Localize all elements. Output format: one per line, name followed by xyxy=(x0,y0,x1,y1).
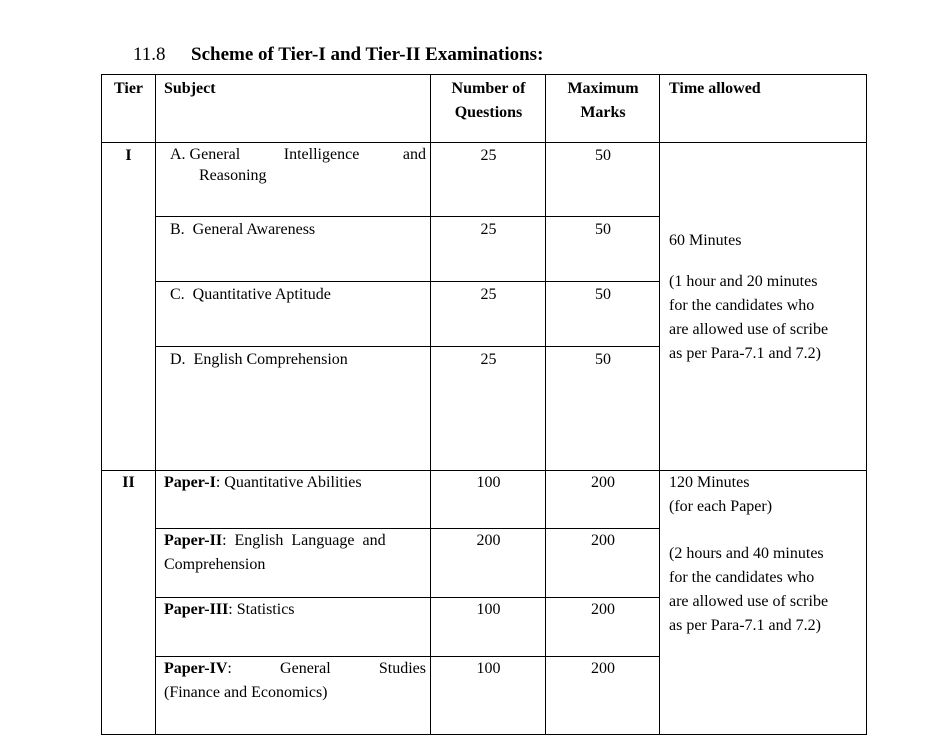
tier2-row-4-word3: Studies xyxy=(378,660,426,677)
tier2-row-2-questions: 200 xyxy=(476,532,501,549)
header-questions-line1: Number of xyxy=(451,80,526,97)
tier2-row-2-line1 xyxy=(164,529,426,553)
header-marks xyxy=(546,77,660,125)
section-title: Scheme of Tier-I and Tier-II Examinations: xyxy=(191,44,544,65)
tier1-row-d-questions: 25 xyxy=(480,351,497,368)
tier1-time-note-line2: for the candidates who xyxy=(669,297,815,314)
tier2-row-3-subject xyxy=(164,598,295,622)
tier2-row-4-marks: 200 xyxy=(591,660,615,677)
tier1-row-b-marks: 50 xyxy=(595,221,611,238)
tier2-row-1-text: : Quantitative Abilities xyxy=(215,474,362,491)
tier2-time-note-line2: for the candidates who xyxy=(669,569,815,586)
tier1-row-c-questions: 25 xyxy=(480,286,497,303)
tier1-row-a-word1: A. General xyxy=(170,146,241,163)
tier2-row-1-paper: Paper-I xyxy=(164,474,216,491)
tier2-row-1-subject xyxy=(164,471,362,495)
tier1-row-a-word3: and xyxy=(402,146,426,163)
tier1-row-a-line2: Reasoning xyxy=(199,167,267,184)
tier2-row-3-marks: 200 xyxy=(591,601,615,618)
tier2-row-2-text: : English Language and xyxy=(222,532,386,549)
header-marks-line1: Maximum xyxy=(567,80,639,97)
tier1-row-d-subject: D. English Comprehension xyxy=(170,351,348,368)
tier1-label: I xyxy=(125,147,132,164)
tier2-row-2-line2: Comprehension xyxy=(164,556,266,573)
tier2-row-4-line2: (Finance and Economics) xyxy=(164,684,328,701)
tier2-row-4-colon: : xyxy=(227,660,232,677)
tier2-row-1-marks: 200 xyxy=(591,474,615,491)
tier2-row-4-questions: 100 xyxy=(476,660,501,677)
tier2-time-main-line1: 120 Minutes xyxy=(669,474,750,491)
tier2-row-4-paper-group xyxy=(164,657,232,681)
tier2-row-4-word2: General xyxy=(280,660,331,677)
tier2-time xyxy=(669,471,828,638)
tier1-time-main: 60 Minutes xyxy=(669,232,742,249)
header-subject: Subject xyxy=(164,80,216,97)
tier1-time xyxy=(669,229,828,366)
tier2-row-4-paper: Paper-IV xyxy=(164,660,228,677)
header-questions-line2: Questions xyxy=(454,104,523,121)
tier1-row-c-marks: 50 xyxy=(595,286,611,303)
tier2-row-3-questions: 100 xyxy=(476,601,501,618)
section-number: 11.8 xyxy=(133,44,166,65)
tier2-label: II xyxy=(122,474,135,491)
tier1-row-a-subject xyxy=(170,144,426,186)
tier2-row-2-subject xyxy=(164,529,426,577)
tier2-time-note-line3: are allowed use of scribe xyxy=(669,593,829,610)
tier2-row-4-subject xyxy=(164,657,426,705)
tier1-row-a-line1 xyxy=(170,144,426,165)
tier1-row-b-questions: 25 xyxy=(480,221,497,238)
tier1-time-note-line4: as per Para-7.1 and 7.2) xyxy=(669,345,821,362)
tier2-time-note-line4: as per Para-7.1 and 7.2) xyxy=(669,617,821,634)
header-tier: Tier xyxy=(113,80,144,97)
header-questions xyxy=(431,77,546,125)
tier1-time-note-line1: (1 hour and 20 minutes xyxy=(669,273,818,290)
header-marks-line2: Marks xyxy=(580,104,626,121)
tier2-row-3-text: : Statistics xyxy=(228,601,295,618)
tier2-row-1-questions: 100 xyxy=(476,474,501,491)
tier1-time-note xyxy=(669,270,828,366)
tier1-row-b-subject: B. General Awareness xyxy=(170,221,316,238)
tier2-row-3-paper: Paper-III xyxy=(164,601,229,618)
tier2-row-2-marks: 200 xyxy=(591,532,615,549)
tier2-time-note-line1: (2 hours and 40 minutes xyxy=(669,545,824,562)
header-time: Time allowed xyxy=(669,80,761,97)
tier2-row-2-paper: Paper-II xyxy=(164,532,223,549)
tier2-time-main-line2: (for each Paper) xyxy=(669,498,773,515)
tier2-row-4-line1 xyxy=(164,657,426,681)
tier1-time-note-line3: are allowed use of scribe xyxy=(669,321,829,338)
tier1-row-a-questions: 25 xyxy=(480,147,497,164)
tier1-row-a-marks: 50 xyxy=(595,147,611,164)
tier1-row-c-subject: C. Quantitative Aptitude xyxy=(170,286,331,303)
tier1-row-d-marks: 50 xyxy=(595,351,611,368)
tier2-time-note xyxy=(669,542,828,638)
tier1-row-a-word2: Intelligence xyxy=(283,146,360,163)
